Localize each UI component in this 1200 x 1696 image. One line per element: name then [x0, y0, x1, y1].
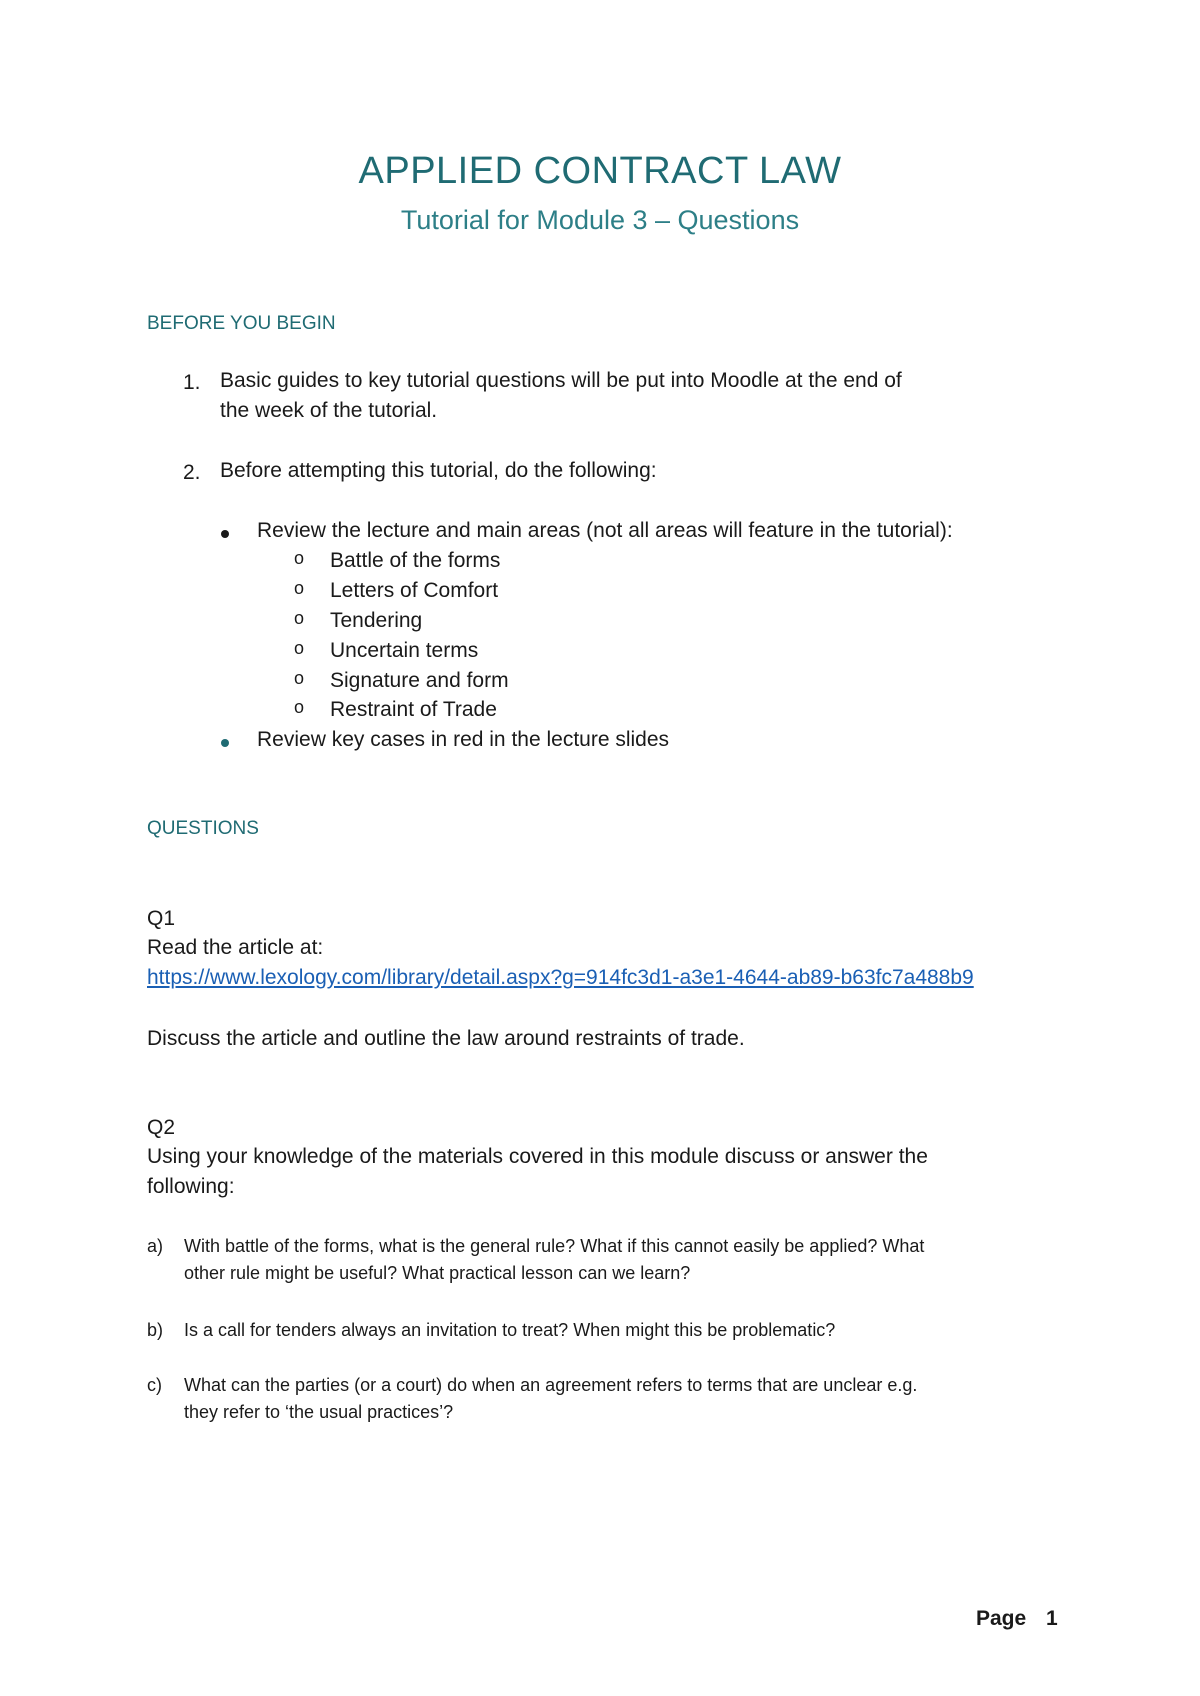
q2-intro-line1: Using your knowledge of the materials covered in this module discuss or answer the — [147, 1145, 928, 1168]
bullet-icon — [221, 530, 229, 538]
questions-heading: QUESTIONS — [147, 818, 259, 839]
item-1-number: 1. — [183, 371, 201, 394]
bullet-icon — [221, 739, 229, 747]
hollow-circle-icon: o — [294, 548, 305, 568]
hollow-circle-icon: o — [294, 608, 305, 628]
q2-part-b-letter: b) — [147, 1320, 164, 1340]
bullet-review-key-cases: Review key cases in red in the lecture slides — [257, 728, 670, 751]
q1-intro: Read the article at: — [147, 936, 324, 959]
subitem-signature-and-form: Signature and form — [330, 669, 509, 692]
footer-page-number: 1 — [1046, 1607, 1058, 1630]
q2-part-a-line1: With battle of the forms, what is the general rule? What if this cannot easily be applied? What — [184, 1236, 925, 1256]
before-you-begin-heading: BEFORE YOU BEGIN — [147, 313, 336, 334]
subitem-uncertain-terms: Uncertain terms — [330, 639, 479, 662]
footer-page-label: Page — [976, 1607, 1027, 1630]
q2-part-b-line1: Is a call for tenders always an invitation to treat? When might this be problematic? — [184, 1320, 836, 1340]
hollow-circle-icon: o — [294, 697, 305, 717]
bullet-review-lecture: Review the lecture and main areas (not all areas will feature in the tutorial): — [257, 519, 953, 542]
q2-part-a-letter: a) — [147, 1236, 164, 1256]
document-subtitle: Tutorial for Module 3 – Questions — [400, 205, 800, 235]
lexology-article-link[interactable]: https://www.lexology.com/library/detail.aspx?g=914fc3d1-a3e1-4644-ab89-b63fc7a488b9 — [147, 966, 974, 989]
q2-label: Q2 — [147, 1116, 176, 1139]
item-2-line1: Before attempting this tutorial, do the following: — [220, 459, 657, 482]
subitem-battle-of-forms: Battle of the forms — [330, 549, 501, 572]
q2-part-c-line1: What can the parties (or a court) do when an agreement refers to terms that are unclear e.g. — [184, 1375, 918, 1395]
subitem-restraint-of-trade: Restraint of Trade — [330, 698, 497, 721]
q1-label: Q1 — [147, 907, 176, 930]
item-1-line1: Basic guides to key tutorial questions will be put into Moodle at the end of — [220, 369, 902, 392]
q2-part-c-letter: c) — [147, 1375, 162, 1395]
q2-part-a-line2: other rule might be useful? What practical lesson can we learn? — [184, 1263, 691, 1283]
hollow-circle-icon: o — [294, 668, 305, 688]
item-1-line2: the week of the tutorial. — [220, 399, 438, 422]
subitem-tendering: Tendering — [330, 609, 423, 632]
document-title: APPLIED CONTRACT LAW — [358, 150, 842, 192]
q2-part-c-line2: they refer to ‘the usual practices’? — [184, 1402, 454, 1422]
subitem-letters-of-comfort: Letters of Comfort — [330, 579, 499, 602]
q2-intro-line2: following: — [147, 1175, 235, 1198]
q1-task: Discuss the article and outline the law around restraints of trade. — [147, 1027, 745, 1050]
hollow-circle-icon: o — [294, 578, 305, 598]
item-2-number: 2. — [183, 461, 201, 484]
hollow-circle-icon: o — [294, 638, 305, 658]
